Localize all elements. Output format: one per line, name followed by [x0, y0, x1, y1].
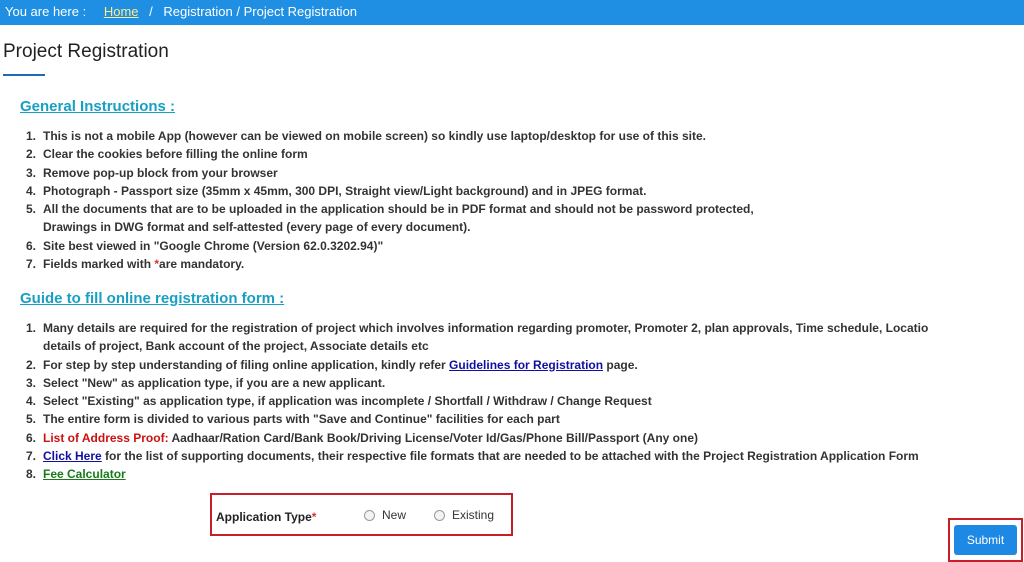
- list-item: 4. Photograph - Passport size (35mm x 45mm, 300 DPI, Straight view/Light background) and in JPEG format.: [26, 183, 647, 198]
- list-item: 2. For step by step understanding of filing online application, kindly refer Guidelines for Registration page.: [26, 357, 638, 372]
- list-item: 7. Click Here for the list of supporting documents, their respective file formats that are needed to be attached with the Project Registration Application Form: [26, 449, 919, 464]
- list-item: 5. All the documents that are to be uploaded in the application should be in PDF format and should not be password protected,: [26, 202, 754, 217]
- list-item: 6. Site best viewed in "Google Chrome (Version 62.0.3202.94)": [26, 238, 384, 253]
- list-item: 3. Select "New" as application type, if you are a new applicant.: [26, 375, 386, 390]
- list-item: details of project, Bank account of the project, Associate details etc: [43, 339, 429, 354]
- list-item: 4. Select "Existing" as application type, if application was incomplete / Shortfall / Withdraw / Change Request: [26, 394, 652, 409]
- submit-button[interactable]: Submit: [954, 525, 1017, 555]
- application-type-group: [210, 493, 513, 536]
- address-proof-label: List of Address Proof:: [43, 430, 169, 445]
- existing-radio[interactable]: [434, 510, 445, 521]
- required-marker: *: [311, 510, 317, 524]
- list-item: 6. List of Address Proof: Aadhaar/Ration Card/Bank Book/Driving License/Voter Id/Gas/Phone Bill/Passport (Any one): [26, 430, 698, 445]
- breadcrumb-prefix: You are here :: [5, 4, 87, 19]
- guide-list: [26, 319, 928, 484]
- new-radio-label[interactable]: New: [382, 508, 407, 522]
- title-underline: [3, 74, 45, 76]
- list-item: 2. Clear the cookies before filling the online form: [26, 147, 308, 162]
- breadcrumb-home-link[interactable]: Home: [103, 4, 139, 19]
- fee-calculator-link[interactable]: Fee Calculator: [43, 467, 126, 482]
- breadcrumb: [0, 0, 1024, 25]
- list-item: 7. Fields marked with *are mandatory.: [26, 257, 245, 272]
- list-item: Drawings in DWG format and self-attested (every page of every document).: [43, 220, 471, 235]
- existing-radio-label[interactable]: Existing: [452, 508, 495, 522]
- general-instructions-list: [26, 127, 754, 273]
- guide-heading: Guide to fill online registration form :: [20, 290, 285, 307]
- page-title: Project Registration: [3, 41, 169, 62]
- list-item: 3. Remove pop-up block from your browser: [26, 165, 278, 180]
- list-item: 8. Fee Calculator: [26, 467, 126, 482]
- submit-highlight: [948, 518, 1023, 562]
- list-item: 1. This is not a mobile App (however can be viewed on mobile screen) so kindly use laptop/desktop for use of this site.: [26, 129, 707, 143]
- click-here-link[interactable]: Click Here: [43, 449, 102, 464]
- application-type-label: Application Type*: [216, 510, 317, 524]
- breadcrumb-separator: /: [149, 4, 153, 19]
- breadcrumb-current: Registration / Project Registration: [163, 4, 358, 19]
- list-item: 5. The entire form is divided to various parts with "Save and Continue" facilities for each part: [26, 412, 560, 427]
- list-item: 1. Many details are required for the registration of project which involves information regarding promoter, Promoter 2, plan approvals, Time schedule, Locatio: [26, 321, 929, 335]
- new-radio[interactable]: [364, 510, 375, 521]
- guidelines-for-registration-link[interactable]: Guidelines for Registration: [449, 357, 604, 372]
- general-instructions-heading: General Instructions :: [20, 98, 176, 115]
- required-marker: *: [154, 257, 160, 272]
